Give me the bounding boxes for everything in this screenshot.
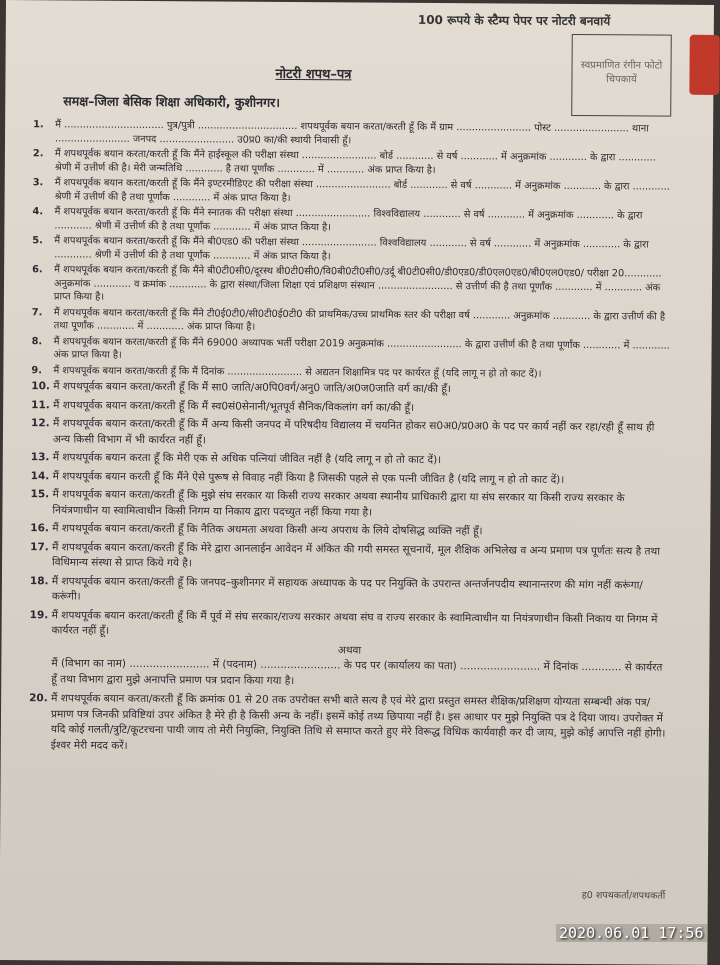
clause-7 (32, 306, 672, 337)
clause-15 (30, 487, 670, 522)
clause-text: मैं शपथपूर्वक बयान करता/करती हूँ कि मैंने स्नातक की परीक्षा संस्था ........................ विश्वविद्यालय ............ से वर्ष ............ में अनुक्रमांक ............ के द्वारा ............ श्रेणी में उत्तीर्ण की है तथा पूर्णांक ............ में अंक प्राप्त किया है। (54, 206, 643, 233)
clause-text: मैं शपथपूर्वक बयान करता/करती हूँ कि मैंने टी0ई0टी0/सी0टी0ई0टी0 की प्राथमिक/उच्च प्राथमिक स्तर की परीक्षा वर्ष ............ अनुक्रमांक ............ के द्वारा उत्तीर्ण की है तथा पूर्णांक ............ में ............ अंक प्राप्त किया है। (53, 306, 666, 333)
clause-2 (33, 147, 673, 178)
clause-text: मैं शपथपूर्वक बयान करता/करती हूँ कि नैतिक अधमता अथवा किसी अन्य अपराध के लिये दोषसिद्ध व्यक्ति नहीं हूँ। (52, 522, 483, 538)
clause-11 (31, 398, 671, 418)
clause-10 (31, 379, 671, 399)
clause-number: 7. (31, 306, 43, 318)
clause-4 (32, 205, 672, 236)
clause-text: मैं शपथपूर्वक बयान करता/करती हूँ कि मेरे द्वारा आनलाईन आवेदन में अंकित की गयी समस्त सूचनायें, मूल शैक्षिक अभिलेख व अन्य प्रमाण पत्र पूर्णतः सत्य है तथा विधिमान्य संस्था से प्राप्त किये गये है। (52, 540, 661, 570)
clause-number: 12. (31, 417, 50, 430)
clause-number: 5. (32, 235, 43, 247)
clause-text: मैं शपथपूर्वक बयान करता/करती हूँ कि मैं पूर्व में संघ सरकार/राज्य सरकार अथवा संघ व राज्य सरकार के स्वामित्वाधीन या नियंत्रणाधीन किसी निकाय या निगम में कार्यरत नहीं हूँ। (51, 608, 658, 637)
clause-14 (31, 469, 671, 489)
clause-number: 13. (30, 451, 50, 464)
clause-text: मैं ................................ पुत्र/पुत्री ................................ शपथपूर्वक बयान करता/करती हूँ कि मैं ग्राम ........................ पोस्ट ........................ थाना ........................ जनपद ........................ उ0प्र0 का/की स्थायी निवासी हूँ। (54, 119, 649, 146)
clause-number: 10. (31, 380, 50, 393)
clause-1 (33, 118, 673, 149)
clause-3 (33, 176, 673, 207)
clause-text: मैं शपथपूर्वक बयान करता/करती हूँ कि मैं अन्य किसी जनपद में परिषदीय विद्यालय में चयनित होकर स0अ0/प्र0अ0 के पद पर कार्य नहीं कर रहा/रही हूँ साथ ही अन्य किसी विभाग में भी कार्यरत नहीं हूँ। (52, 417, 655, 446)
clause-number: 2. (32, 148, 44, 160)
clauses-large (30, 379, 672, 643)
clause-number: 17. (30, 540, 49, 553)
clause-number: 18. (29, 574, 49, 587)
clause-text: मैं शपथपूर्वक बयान करता/करती हूँ कि मैं दिनांक ........................ से अद्यतन शिक्षामित्र पद पर कार्यरत हूँ (यदि लागू न हो तो काट दें)। (53, 364, 542, 380)
document-title: नोटरी शपथ–पत्र (275, 66, 352, 83)
clause-number: 8. (31, 335, 43, 347)
clause-text: मैं शपथपूर्वक बयान करता/करती हूँ कि मैं सा0 जाति/अ0पि0वर्ग/अनु0 जाति/अ0ज0जाति वर्ग का/की हूँ। (53, 380, 451, 396)
clause-19 (30, 608, 670, 643)
clause-18 (30, 574, 670, 609)
clause-13 (31, 450, 671, 470)
clause-text: मैं शपथपूर्वक बयान करता/करती हूँ कि क्रमांक 01 से 20 तक उपरोक्त सभी बाते सत्य है एवं मेरे द्वारा प्रस्तुत समस्त शैक्षिक/प्रशिक्षण योग्यता सम्बन्धी अंक पत्र/प्रमाण पत्र जिनकी प्रविष्टियां उपर अंकित है मेरे ही है किसी अन्य के नहीं। इसमें कोई तथ्य छिपाया नहीं है। इस आधार पर मुझे नियुक्ति पत्र दे दिया जाय। उपरोक्त में यदि कोई गलती/त्रुटि/कूटरचना पायी जाय तो मेरी नियुक्ति, नियुक्ति तिथि से समाप्त करते हुए मेरे विरूद्ध विधिक कार्यवाही कर दी जाय, मुझे कोई आपत्ति नहीं होगी। ईश्वर मेरी मदद करें। (50, 692, 666, 752)
clause-number: 14. (30, 469, 50, 482)
alternative-clause: मैं (विभाग का नाम) ........................ में (पदनाम) ........................ के पद पर (कार्यालय का पता) ........................ में दिनांक ............ से कार्यरत हूँ तथा विभाग द्वारा मुझे अनापत्ति प्रमाण पत्र प्रदान किया गया है। (51, 657, 663, 687)
clauses-small (31, 118, 673, 381)
clause-8 (31, 335, 671, 366)
clause-text: मैं शपथपूर्वक बयान करती हूँ कि मैंने ऐसे पुरूष से विवाह नहीं किया है जिसकी पहले से एक पत्नी जीवित है (यदि लागू न हो तो काट दें)। (52, 469, 565, 486)
clause-text: मैं शपथपूर्वक बयान करता/करती हूँ कि मैंने बी0एड0 की परीक्षा संस्था ........................ विश्वविद्यालय ............ से वर्ष ............ में अनुक्रमांक ............ के द्वारा ............ श्रेणी में उत्तीर्ण की है तथा पूर्णांक ............ में अंक प्राप्त किया है। (54, 235, 649, 262)
photo-placeholder-box: स्वप्रमाणित रंगीन फोटो चिपकायें (571, 34, 672, 117)
clause-number: 9. (31, 364, 43, 376)
clause-text: मैं शपथपूर्वक बयान करता/करती हूँ कि जनपद–कुशीनगर में सहायक अध्यापक के पद पर नियुक्ति के उपरान्त अन्तर्जनपदीय स्थानान्तरण की मांग नहीं करूंगा/करूंगी। (51, 574, 643, 603)
affidavit-clauses (29, 118, 673, 760)
red-folder-edge (689, 35, 719, 95)
clause-number: 3. (32, 177, 44, 189)
clause-number: 1. (33, 119, 44, 131)
clause-number: 6. (32, 264, 43, 276)
clause-17 (30, 540, 670, 575)
clause-6 (32, 263, 672, 308)
clause-number: 20. (29, 692, 48, 705)
addressee-line: समक्ष–जिला बेसिक शिक्षा अधिकारी, कुशीनगर। (63, 93, 281, 110)
clause-text: मैं शपथपूर्वक बयान करता/करती हूँ कि मुझे संघ सरकार या किसी राज्य सरकार अथवा स्थानीय प्राधिकारी द्वारा या संघ सरकार या किसी राज्य सरकार के नियंत्रणाधीन या स्वामित्वाधीन किसी निगम या निकाय द्वारा पदच्युत नहीं किया गया है। (52, 488, 625, 519)
clause-text: मैं शपथपूर्वक बयान करता/करती हूँ कि मैंने इण्टरमीडिएट की परीक्षा संस्था ........................ बोर्ड ............ से वर्ष ............ में अनुक्रमांक ............ के द्वारा ............ श्रेणी में उत्तीर्ण की है तथा पूर्णांक ............ में अंक प्राप्त किया है। (54, 177, 670, 204)
clause-number: 16. (30, 522, 49, 535)
clause-text: मैं शपथपूर्वक बयान करता/करती हूँ कि मैंने बी0टी0सी0/दूरस्थ बी0टी0सी0/वि0बी0टी0सी0/उर्दू बी0टी0सी0/डी0एड0/डी0एल0एड0/बी0एल0एड0/ परीक्षा 20............ अनुक्रमांक ............ व क्रमांक ............ के द्वारा संस्था/जिला शिक्षा एवं प्रशिक्षण संस्थान ........................ से उत्तीर्ण की है तथा पूर्णांक ............ में ............ अंक प्राप्त किया है। (53, 264, 662, 303)
clause-number: 11. (31, 398, 50, 411)
clause-5 (32, 234, 672, 265)
clause-number: 15. (30, 488, 50, 501)
clause-text: मैं शपथपूर्वक बयान करता हूँ कि मेरी एक से अधिक पत्नियां जीवित नहीं है (यदि लागू न हो तो काट दें)। (52, 451, 442, 467)
clause-text: मैं शपथपूर्वक बयान करता/करती हूँ कि मैंने 69000 अध्यापक भर्ती परीक्षा 2019 अनुक्रमांक ........................ के द्वारा उत्तीर्ण की है तथा पूर्णांक ............ में ............ अंक प्राप्त किया है। (53, 335, 670, 361)
or-separator: अथवा (337, 643, 362, 656)
clause-12 (31, 416, 671, 451)
clause-text: मैं शपथपूर्वक बयान करता/करती हूँ कि मैंने हाईस्कूल की परीक्षा संस्था ........................ बोर्ड ............ से वर्ष ............ में अनुक्रमांक ............ के द्वारा ............ श्रेणी में उत्तीर्ण की है। मेरी जन्मतिथि ............ है तथा पूर्णांक ............ में ............ अंक प्राप्त किया है। (54, 148, 656, 176)
clause-number: 19. (29, 608, 49, 621)
clause-20 (29, 691, 669, 757)
stamp-paper-note: 100 रूपये के स्टैम्प पेपर पर नोटरी बनवायें (417, 12, 611, 29)
photo-timestamp: 2020.06.01 17:56 (556, 924, 707, 942)
clause-16 (30, 521, 670, 541)
clause-text: मैं शपथपूर्वक बयान करता/करती हूँ कि मैं स्व0सं0सेनानी/भूतपूर्व सैनिक/विकलांग वर्ग का/की हूँ। (53, 398, 415, 414)
clause-number: 4. (32, 206, 44, 218)
signature-label: ह0 शपथकर्ता/शपथकर्ती (581, 890, 666, 902)
